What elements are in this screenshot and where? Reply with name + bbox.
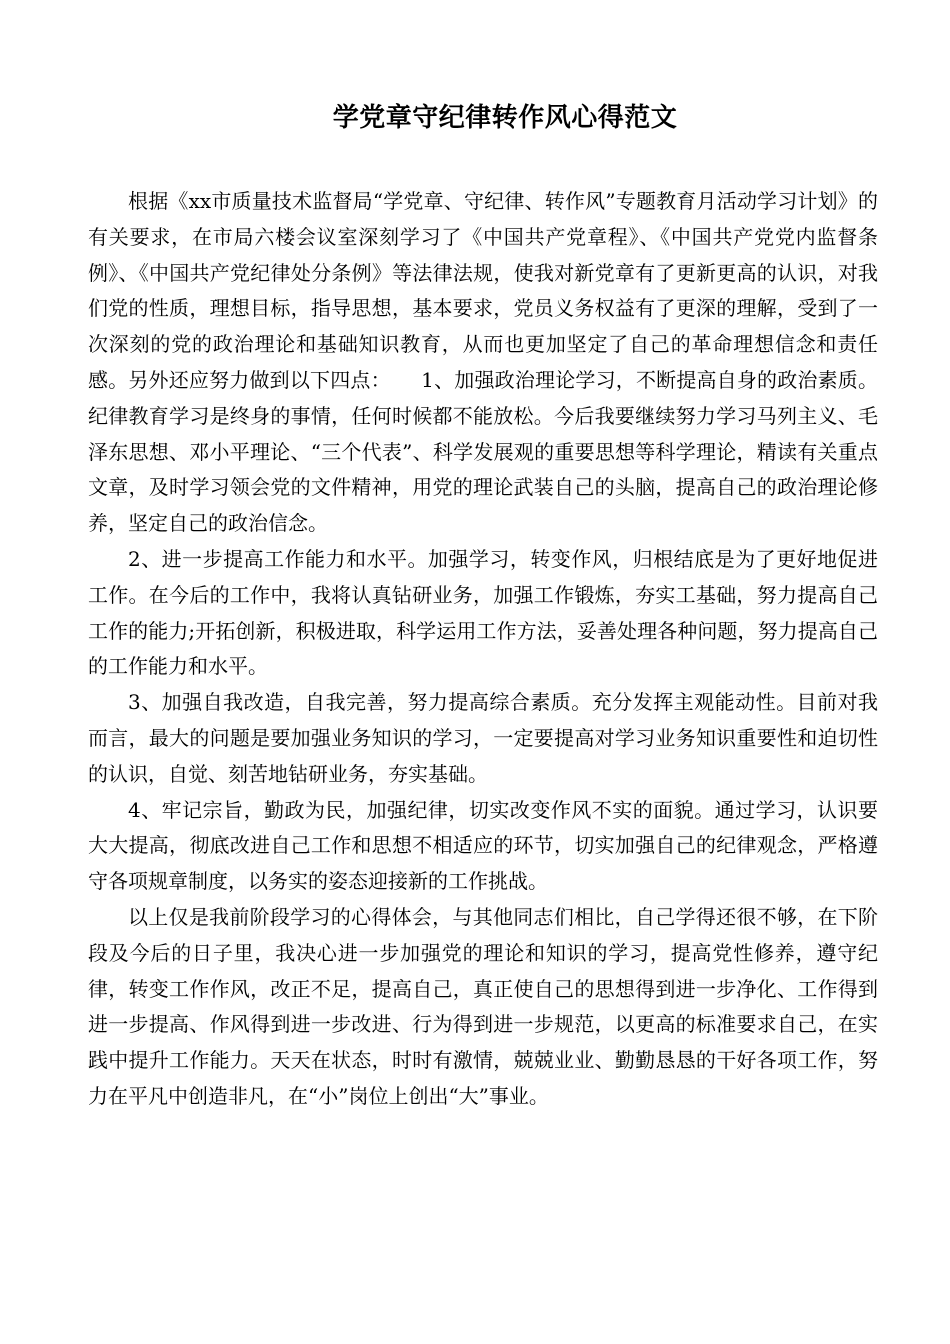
paragraph-point-2: 2、进一步提高工作能力和水平。加强学习，转变作风，归根结底是为了更好地促进工作。在今后的工作中，我将认真钻研业务，加强工作锻炼，夯实工基础，努力提高自己工作的能力;开拓创新，积极进取，科学运用工作方法，妥善处理各种问题，努力提高自己的工作能力和水平。 xyxy=(88,546,878,679)
document-body xyxy=(88,184,878,1115)
paragraph-point-4: 4、牢记宗旨，勤政为民，加强纪律，切实改变作风不实的面貌。通过学习，认识要大大提高，彻底改进自己工作和思想不相适应的环节，切实加强自己的纪律观念，严格遵守各项规章制度，以务实的姿态迎接新的工作挑战。 xyxy=(88,797,878,894)
paragraph-intro: 根据《xx市质量技术监督局“学党章、守纪律、转作风”专题教育月活动学习计划》的有关要求，在市局六楼会议室深刻学习了《中国共产党章程》、《中国共产党党内监督条例》、《中国共产党纪律处分条例》等法律法规，使我对新党章有了更新更高的认识，对我们党的性质，理想目标，指导思想，基本要求，党员义务权益有了更深的理解，受到了一次深刻的党的政治理论和基础知识教育，从而也更加坚定了自己的革命理想信念和责任感。另外还应努力做到以下四点： 1、加强政治理论学习，不断提高自身的政治素质。纪律教育学习是终身的事情，任何时候都不能放松。今后我要继续努力学习马列主义、毛泽东思想、邓小平理论、“三个代表”、科学发展观的重要思想等科学理论，精读有关重点文章，及时学习领会党的文件精神，用党的理论武装自己的头脑，提高自己的政治理论修养，坚定自己的政治信念。 xyxy=(88,189,878,536)
paragraph-conclusion: 以上仅是我前阶段学习的心得体会，与其他同志们相比，自己学得还很不够，在下阶段及今后的日子里，我决心进一步加强党的理论和知识的学习，提高党性修养，遵守纪律，转变工作作风，改正不足，提高自己，真正使自己的思想得到进一步净化、工作得到进一步提高、作风得到进一步改进、行为得到进一步规范，以更高的标准要求自己，在实践中提升工作能力。天天在状态，时时有激情，兢兢业业、勤勤恳恳的干好各项工作，努力在平凡中创造非凡，在“小”岗位上创出“大”事业。 xyxy=(88,904,878,1108)
paragraph-point-3: 3、加强自我改造，自我完善，努力提高综合素质。充分发挥主观能动性。目前对我而言，最大的问题是要加强业务知识的学习，一定要提高对学习业务知识重要性和迫切性的认识，自觉、刻苦地钻研业务，夯实基础。 xyxy=(88,690,878,786)
document-title: 学党章守纪律转作风心得范文 xyxy=(332,103,678,133)
